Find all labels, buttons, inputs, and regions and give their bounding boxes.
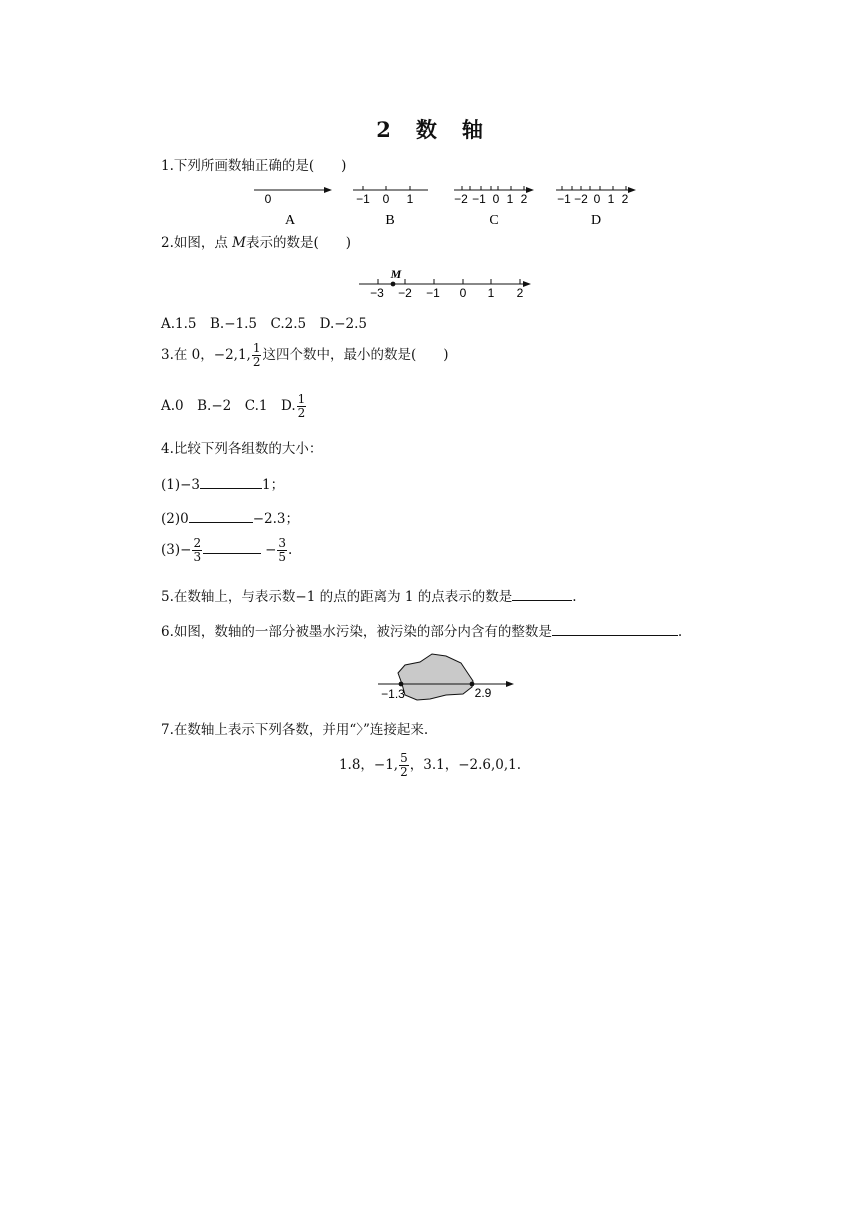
q3-options-text: A.0 B.−2 C.1 D. [161,398,296,414]
q5-stem [161,586,577,606]
point-m [391,282,396,287]
figure-letter: B [385,213,395,228]
fraction [277,537,287,564]
fraction-denominator: 5 [278,550,287,564]
tick-label: 0 [492,192,500,206]
tick-label: 2 [520,192,528,206]
q6-text: 6.如图，数轴的一部分被墨水污染，被污染的部分内含有的整数是 [161,624,552,640]
q7-stem: 7.在数轴上表示下列各数，并用“〉”连接起来. [161,722,429,738]
axis-arrow [628,187,636,193]
q6-stem [161,621,682,641]
tick-label: 2 [621,192,629,206]
fraction [297,393,307,420]
tick-label: −1 [426,286,440,300]
q7-numbers-post: ，3.1，−2.6,0,1. [409,757,522,773]
q1-figure-d [556,186,636,228]
q2-number-line [355,266,540,302]
left-point [399,682,404,687]
q1-figure-c [454,186,534,228]
figure-letter: A [284,213,296,228]
fraction [192,537,202,564]
axis-arrow [506,681,514,687]
fraction-denominator: 3 [193,550,202,564]
tick-label: 0 [459,286,467,300]
q2-stem-post: 表示的数是( ) [246,235,352,251]
q7-numbers-pre: 1.8，−1, [338,757,399,773]
q3-stem [161,342,449,369]
tick-label: 1 [406,192,414,206]
q1-figure-a [254,187,332,228]
q2-stem [161,234,351,252]
title-number: 2 [376,117,392,142]
q4-p2-left: (2)0 [161,511,189,527]
tick-label: 1 [607,192,615,206]
tick-label: 0 [382,192,390,206]
fraction-denominator: 2 [297,406,306,420]
answer-blank[interactable] [200,474,262,489]
q1-figure-b [353,186,428,228]
q2-stem-pre: 2.如图，点 [161,235,233,251]
q2-options: A.1.5 B.−1.5 C.2.5 D.−2.5 [161,316,368,332]
tick-label: 1 [487,286,495,300]
q4-p1-right: 1； [262,477,285,493]
fraction-numerator: 2 [193,536,202,550]
axis-arrow [523,281,531,287]
q3-stem-post: 这四个数中，最小的数是( ) [262,347,449,363]
axis-arrow [324,187,332,193]
q4-stem: 4.比较下列各组数的大小： [161,441,323,457]
answer-blank[interactable] [552,621,678,636]
tick-label: −2 [454,192,468,206]
page-title [0,114,860,144]
tick-label: −2 [574,192,588,206]
fraction-denominator: 2 [252,355,261,369]
q3-stem-pre: 3.在 0，−2,1, [161,347,251,363]
fraction-denominator: 2 [400,765,408,779]
q1-figures [248,180,648,230]
q5-text: 5.在数轴上，与表示数−1 的点的距离为 1 的点表示的数是 [161,589,513,605]
q4-p1-left: (1)−3 [161,477,201,493]
answer-blank[interactable] [512,586,572,601]
tick-label: 0 [264,192,272,206]
answer-blank[interactable] [203,539,261,554]
fraction-numerator: 1 [252,341,261,355]
fraction-numerator: 5 [400,751,408,765]
title-char-2: 轴 [461,117,484,142]
tick-label: 0 [593,192,601,206]
tick-label: −2 [398,286,412,300]
q3-options [161,393,307,420]
answer-blank[interactable] [189,508,253,523]
q1-stem: 1.下列所画数轴正确的是( ) [161,158,347,174]
fraction [399,752,409,779]
fraction [252,342,262,369]
ink-blot [398,654,473,700]
figure-letter: D [590,213,602,228]
q6-end: . [677,624,683,640]
q5-end: . [572,589,577,605]
figure-letter: C [489,213,499,228]
q4-part-3 [161,537,292,564]
tick-label: −1 [472,192,486,206]
fraction-numerator: 3 [278,536,287,550]
tick-label: −3 [370,286,384,300]
tick-label: 2 [516,286,524,300]
q4-part-1 [161,474,284,494]
q4-p2-right: −2.3； [252,511,299,527]
tick-label: −1 [356,192,370,206]
q6-ink-number-line [372,650,522,705]
q7-numbers [0,752,860,779]
fraction-numerator: 1 [297,392,306,406]
tick-label: −1 [557,192,571,206]
right-point-label: 2.9 [474,686,492,700]
title-char-1: 数 [415,117,438,142]
point-label: M [390,267,402,281]
q4-p3-minus: − [265,542,277,558]
q4-part-2 [161,508,299,528]
q2-stem-variable: M [232,235,246,251]
q4-p3-left: (3)− [161,542,192,558]
q4-p3-end: . [288,542,293,558]
left-point-label: −1.3 [381,687,405,701]
tick-label: 1 [506,192,514,206]
